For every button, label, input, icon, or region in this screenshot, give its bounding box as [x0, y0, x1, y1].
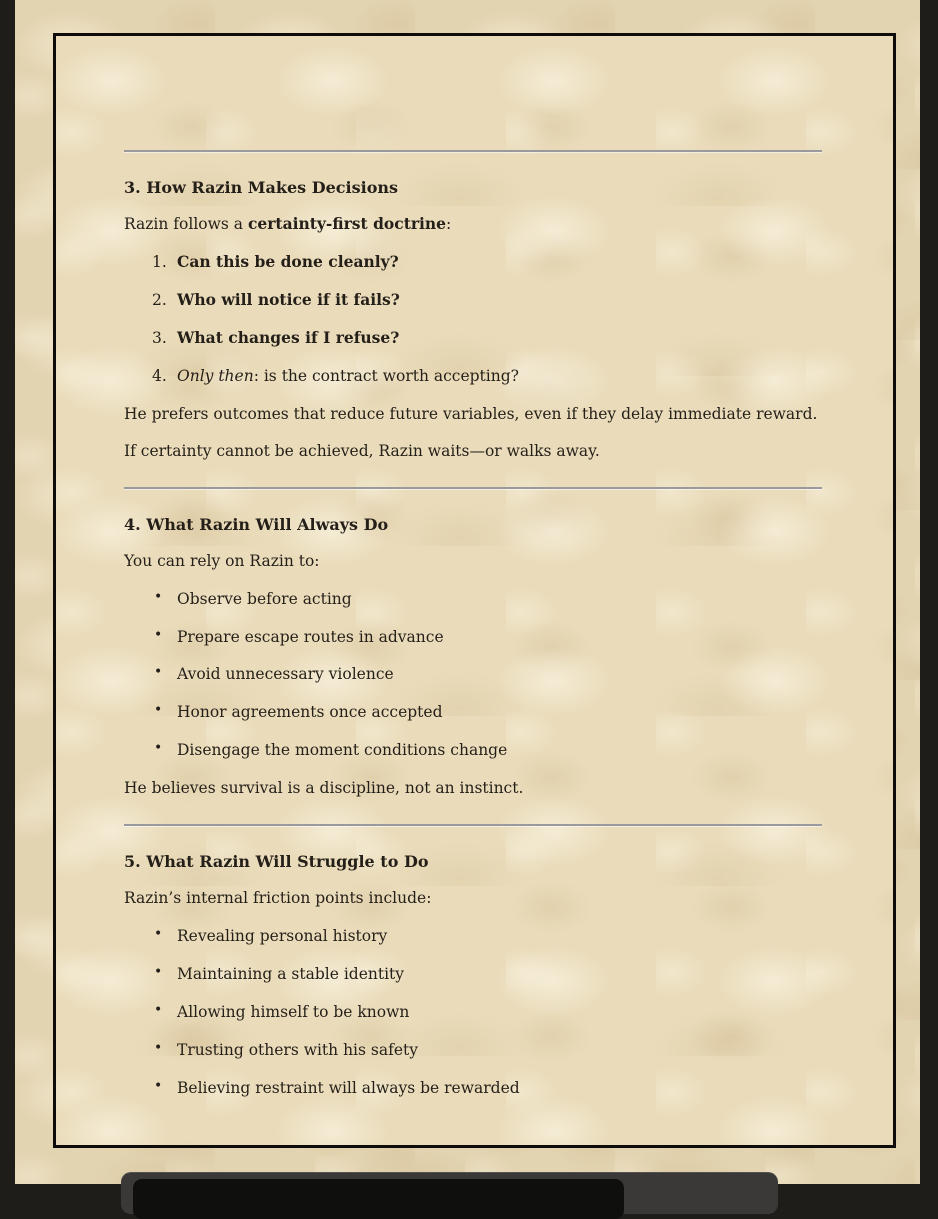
section-3-heading: 3. How Razin Makes Decisions — [124, 178, 398, 197]
chat-input-bar — [121, 1172, 778, 1214]
list-item: • Avoid unnecessary violence — [154, 664, 394, 684]
message-input[interactable] — [133, 1179, 624, 1219]
struggle-list — [124, 927, 822, 1098]
bullet-icon: • — [154, 1039, 163, 1056]
doctrine-emphasis: certainty-first doctrine — [247, 214, 447, 234]
list-number: 1. — [152, 253, 167, 272]
list-item: • Maintaining a stable identity — [154, 964, 405, 984]
always-do-list — [124, 590, 822, 761]
bullet-icon: • — [154, 1001, 163, 1018]
list-item: • Disengage the moment conditions change — [154, 740, 508, 760]
list-item: • Trusting others with his safety — [154, 1039, 418, 1059]
section-divider — [124, 487, 822, 489]
list-item: 2. Who will notice if it fails? — [152, 290, 400, 309]
bullet-icon: • — [154, 1077, 163, 1094]
bullet-icon: • — [154, 740, 163, 757]
section-divider — [124, 824, 822, 826]
bullet-icon: • — [154, 926, 163, 943]
list-item: 4. Only then: is the contract worth accepting? — [152, 366, 519, 385]
document-content — [56, 36, 893, 1157]
bullet-icon: • — [154, 664, 163, 681]
section-4-intro: You can rely on Razin to: — [124, 551, 320, 570]
list-item: 3. What changes if I refuse? — [152, 327, 400, 347]
bullet-icon: • — [154, 702, 163, 719]
list-item: • Observe before acting — [154, 588, 352, 608]
paragraph-reward: He prefers outcomes that reduce future variables, even if they delay immediate reward. — [124, 404, 818, 423]
list-number: 3. — [152, 328, 167, 347]
list-number: 4. — [152, 366, 167, 385]
section-3-intro: Razin follows a certainty-first doctrine: — [124, 214, 452, 234]
list-number: 2. — [152, 291, 167, 309]
section-5-intro: Razin’s internal friction points include: — [124, 889, 432, 908]
paragraph-discipline: He believes survival is a discipline, not an instinct. — [124, 779, 524, 798]
list-item: • Believing restraint will always be rewarded — [154, 1077, 520, 1097]
paragraph-certainty: If certainty cannot be achieved, Razin waits—or walks away. — [124, 441, 600, 460]
section-divider — [124, 150, 822, 152]
character-sheet-card — [53, 33, 896, 1148]
list-item: • Allowing himself to be known — [154, 1001, 410, 1021]
section-5-heading: 5. What Razin Will Struggle to Do — [124, 852, 429, 872]
list-item: • Revealing personal history — [154, 926, 388, 946]
list-item: 1. Can this be done cleanly? — [152, 252, 399, 272]
list-item: • Prepare escape routes in advance — [154, 626, 444, 646]
section-4-heading: 4. What Razin Will Always Do — [124, 514, 389, 534]
bullet-icon: • — [154, 964, 163, 981]
decision-checklist — [124, 253, 822, 386]
list-item: • Honor agreements once accepted — [154, 702, 443, 722]
bullet-icon: • — [154, 588, 163, 605]
bullet-icon: • — [154, 626, 163, 643]
